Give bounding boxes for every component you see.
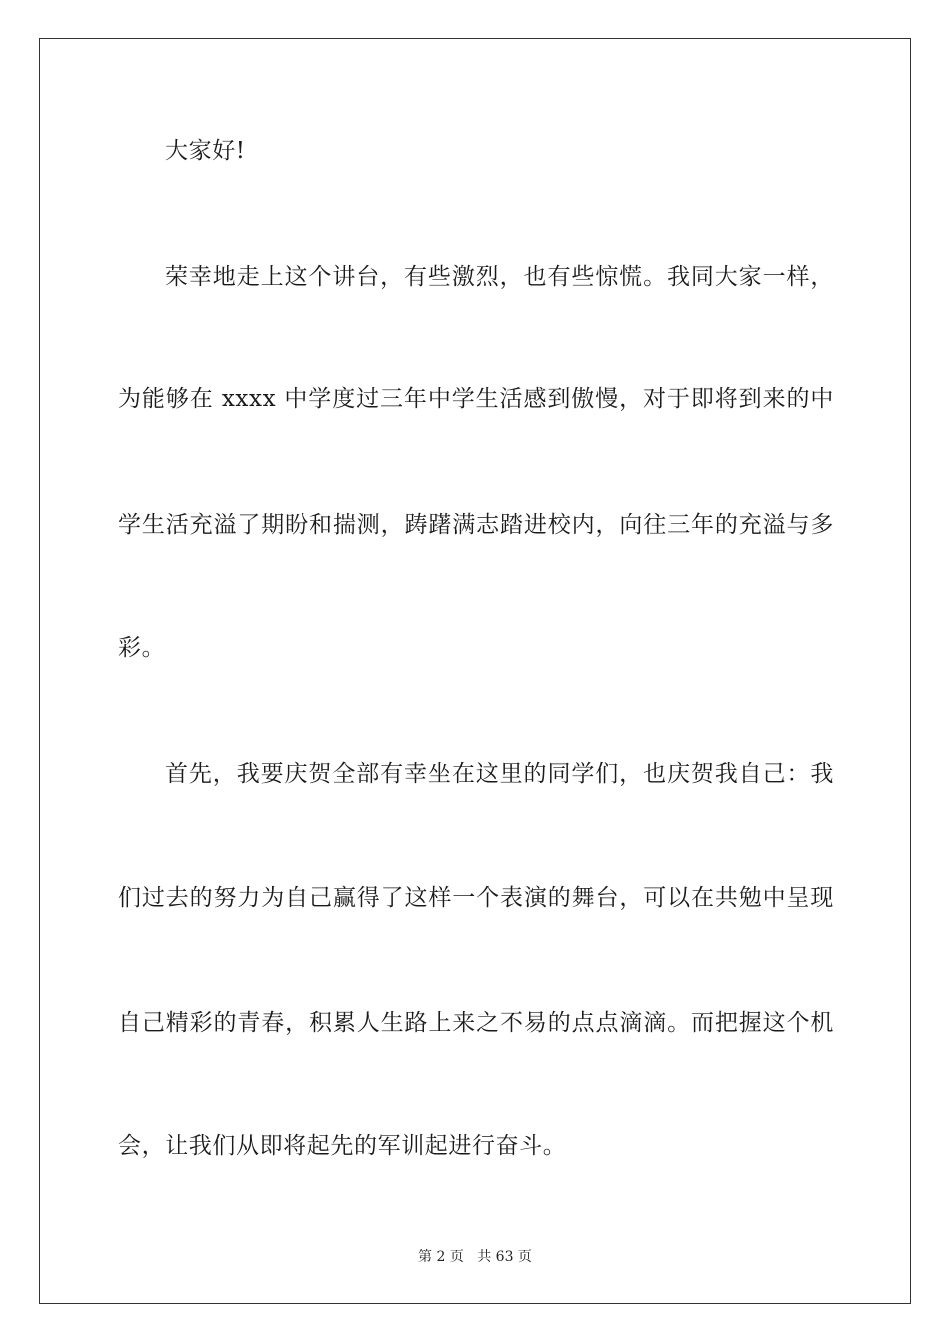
text-line: 为能够在 xxxx 中学度过三年中学生活感到傲慢，对于即将到来的中 bbox=[118, 386, 834, 412]
text-line: 首先，我要庆贺全部有幸坐在这里的同学们，也庆贺我自己：我 bbox=[165, 761, 834, 787]
page-border bbox=[39, 38, 911, 1304]
text-line: 大家好! bbox=[165, 138, 246, 164]
text-line: 自己精彩的青春，积累人生路上来之不易的点点滴滴。而把握这个机 bbox=[118, 1010, 834, 1036]
text-line: 会，让我们从即将起先的军训起进行奋斗。 bbox=[118, 1133, 567, 1159]
page-footer bbox=[0, 1248, 950, 1266]
text-line: 彩。 bbox=[118, 635, 166, 661]
text-line: 们过去的努力为自己赢得了这样一个表演的舞台，可以在共勉中呈现 bbox=[118, 885, 834, 911]
page-total: 共 63 页 bbox=[477, 1249, 532, 1265]
text-line: 学生活充溢了期盼和揣测，踌躇满志踏进校内，向往三年的充溢与多 bbox=[118, 512, 834, 538]
page-number: 第 2 页 bbox=[418, 1249, 464, 1265]
text-line: 荣幸地走上这个讲台，有些激烈，也有些惊慌。我同大家一样， bbox=[165, 264, 834, 290]
